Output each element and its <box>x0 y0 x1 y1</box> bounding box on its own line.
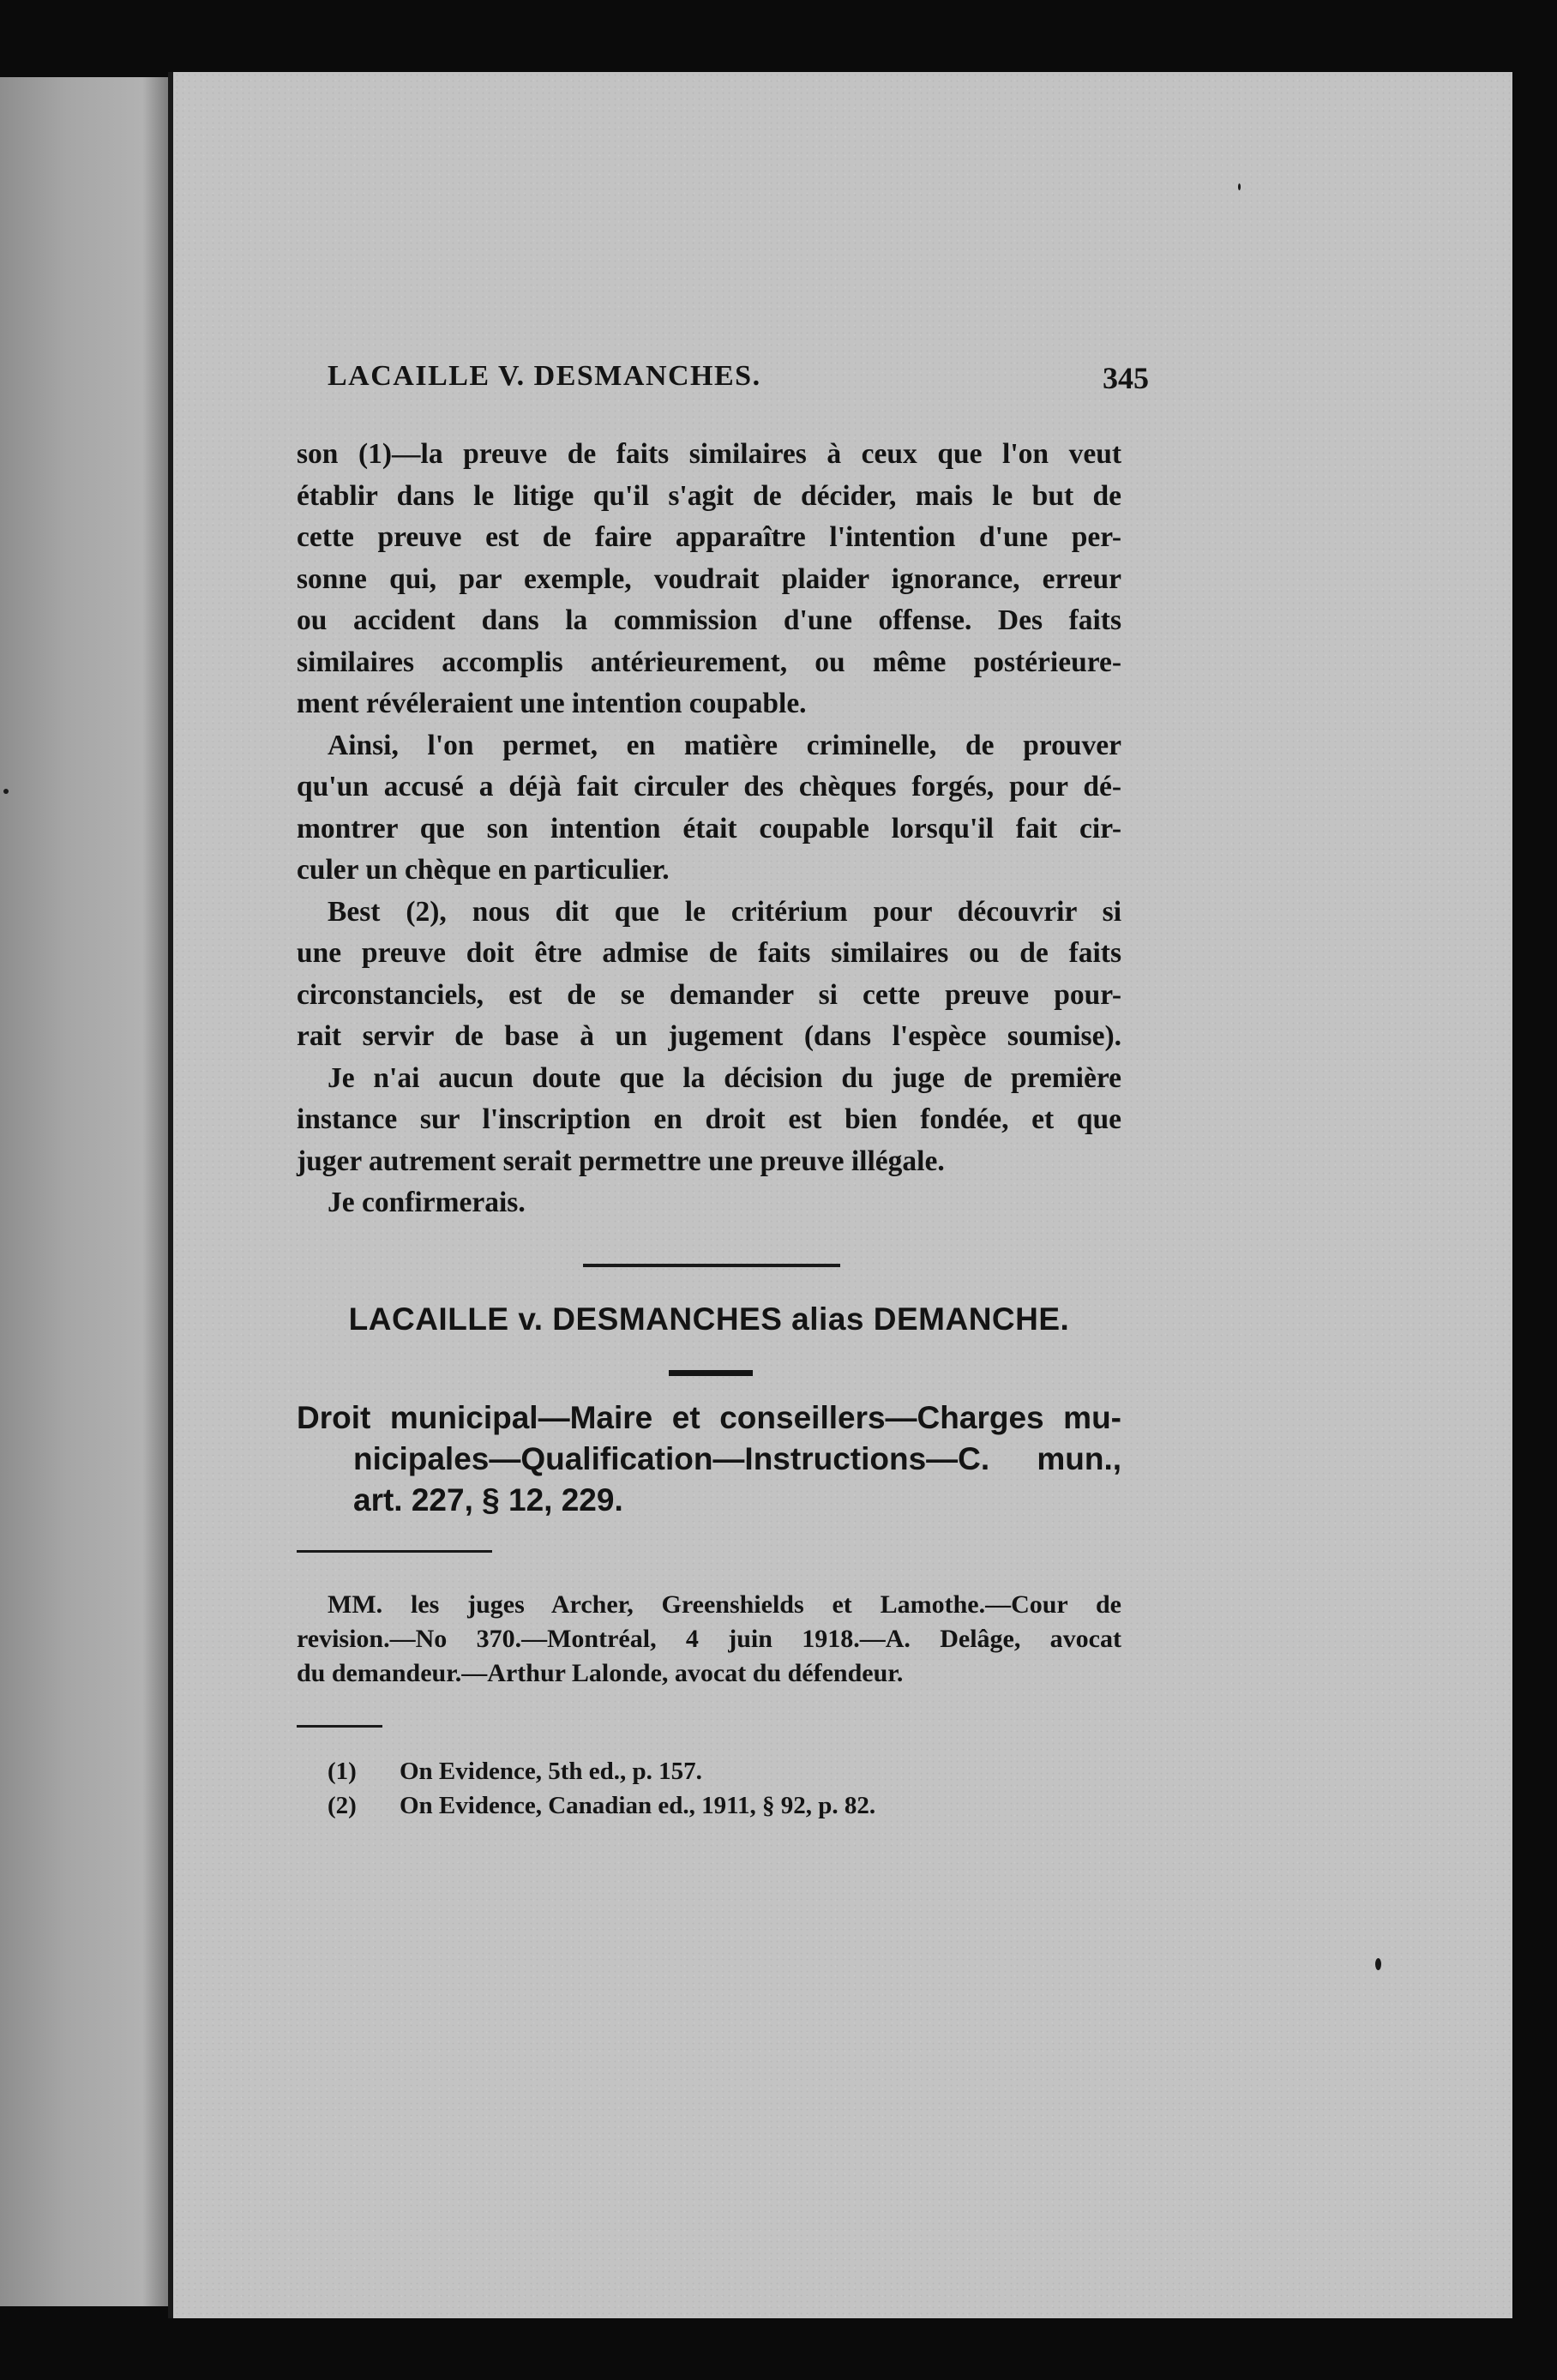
body-line: montrer que son intention était coupable lorsqu'il fait cir- <box>297 812 1121 844</box>
footnote-mark: (2) <box>328 1792 357 1819</box>
footnote-mark: (1) <box>328 1758 357 1785</box>
court-line: du demandeur.—Arthur Lalonde, avocat du défendeur. <box>297 1659 904 1687</box>
footnote-divider <box>297 1725 382 1728</box>
ink-speck <box>1375 1958 1381 1970</box>
footnote <box>328 1754 1099 1788</box>
body-line: établir dans le litige qu'il s'agit de décider, mais le but de <box>297 479 1121 512</box>
body-line: Ainsi, l'on permet, en matière criminelle, de prouver <box>328 729 1121 761</box>
footnotes <box>328 1754 1099 1823</box>
court-line: MM. les juges Archer, Greenshields et Lamothe.—Cour de <box>328 1590 1121 1619</box>
right-scan-edge <box>1512 72 1557 2318</box>
running-head <box>328 360 1149 401</box>
footnote-text: On Evidence, 5th ed., p. 157. <box>400 1758 702 1785</box>
footnote-text: On Evidence, Canadian ed., 1911, § 92, p. 82. <box>400 1792 876 1819</box>
summary-line: nicipales—Qualification—Instructions—C. mun., <box>353 1441 1121 1476</box>
body-line: Je n'ai aucun doute que la décision du juge de première <box>328 1061 1121 1094</box>
case-summary <box>297 1397 1121 1521</box>
body-line: Je confirmerais. <box>328 1187 526 1218</box>
body-line: instance sur l'inscription en droit est bien fondée, et que <box>297 1103 1121 1135</box>
ink-speck <box>1238 183 1241 190</box>
summary-line: Droit municipal—Maire et conseillers—Charges mu- <box>297 1400 1121 1435</box>
ink-speck <box>3 789 9 794</box>
body-line: similaires accomplis antérieurement, ou même postérieure- <box>297 646 1121 678</box>
facing-page-edge <box>0 77 168 2306</box>
summary-line: art. 227, § 12, 229. <box>353 1482 623 1518</box>
running-title: LACAILLE V. DESMANCHES. <box>328 360 761 392</box>
body-line: sonne qui, par exemple, voudrait plaider ignorance, erreur <box>297 562 1121 595</box>
body-line: cette preuve est de faire apparaître l'intention d'une per- <box>297 521 1121 553</box>
summary-divider <box>297 1550 492 1553</box>
section-divider <box>583 1264 840 1267</box>
body-line: son (1)—la preuve de faits similaires à ceux que l'on veut <box>297 438 1121 470</box>
court-info <box>297 1588 1121 1691</box>
body-paragraphs <box>297 434 1121 1224</box>
court-line: revision.—No 370.—Montréal, 4 juin 1918.—A. Delâge, avocat <box>297 1625 1121 1653</box>
body-line: une preuve doit être admise de faits similaires ou de faits <box>297 937 1121 969</box>
page-number: 345 <box>1103 361 1149 395</box>
body-line: ment révéleraient une intention coupable. <box>297 688 807 719</box>
body-line: circonstanciels, est de se demander si cette preuve pour- <box>297 978 1121 1011</box>
title-divider <box>669 1370 753 1376</box>
body-line: qu'un accusé a déjà fait circuler des chèques forgés, pour dé- <box>297 771 1121 802</box>
body-line: culer un chèque en particulier. <box>297 854 670 886</box>
body-line: ou accident dans la commission d'une offense. Des faits <box>297 604 1121 636</box>
body-line: Best (2), nous dit que le critérium pour découvrir si <box>328 895 1121 928</box>
footnote <box>328 1788 1099 1823</box>
body-line: rait servir de base à un jugement (dans l'espèce soumise). <box>297 1020 1121 1052</box>
body-line: juger autrement serait permettre une preuve illégale. <box>297 1145 945 1177</box>
gutter-shadow <box>168 72 173 2318</box>
case-title: LACAILLE v. DESMANCHES alias DEMANCHE. <box>348 1301 1070 1337</box>
